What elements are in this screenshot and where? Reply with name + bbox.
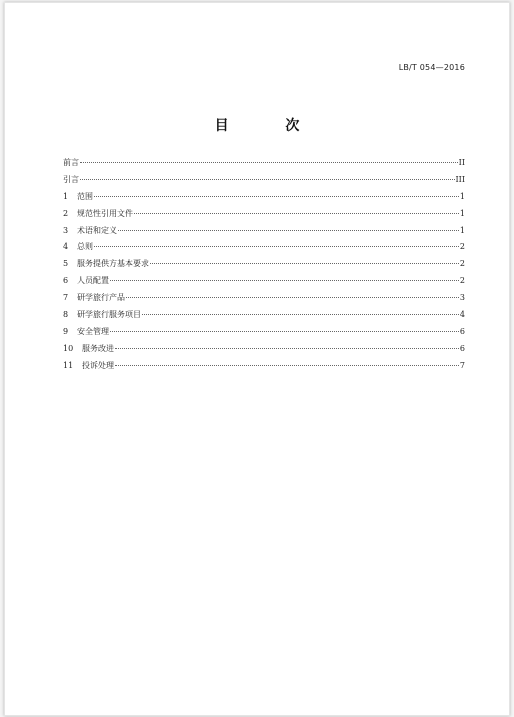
toc-entry-label: 投诉处理: [82, 360, 114, 370]
toc-leader-dots: [115, 365, 459, 366]
toc-leader-dots: [150, 263, 459, 264]
toc-entry-page-number: 6: [459, 326, 465, 336]
toc-entry-page-number: 2: [459, 242, 465, 252]
toc-entry-number: 11: [63, 360, 74, 370]
toc-entry-number: 5: [63, 259, 69, 269]
toc-entry-page-number: 6: [459, 343, 465, 353]
toc-leader-dots: [94, 246, 459, 247]
toc-entry[interactable]: [63, 225, 465, 242]
toc-entry-label: 研学旅行产品: [77, 293, 125, 303]
toc-entry[interactable]: [63, 174, 465, 191]
toc-entry-page-number: 3: [459, 293, 465, 303]
toc-entry-page-number: 1: [459, 225, 465, 235]
toc-entry-number: 1: [63, 191, 69, 201]
toc-entry-label: 总则: [77, 242, 93, 252]
toc-leader-dots: [80, 179, 455, 180]
toc-entry[interactable]: [63, 157, 465, 174]
toc-entry-number: 7: [63, 293, 69, 303]
toc-entry-label: 引言: [63, 174, 79, 184]
toc-entry-page-number: 7: [459, 360, 465, 370]
toc-leader-dots: [94, 196, 459, 197]
toc-entry-page-number: 1: [459, 191, 465, 201]
toc-entry-label: 前言: [63, 158, 79, 167]
toc-entry-label: 规范性引用文件: [77, 208, 133, 218]
toc-entry-label: 范围: [77, 191, 93, 201]
toc-leader-dots: [110, 331, 459, 332]
toc-leader-dots: [142, 314, 459, 315]
document-code: LB/T 054—2016: [398, 63, 465, 72]
toc-entry-number: 8: [63, 310, 69, 320]
toc-entry-number: 6: [63, 276, 69, 286]
toc-entry-label: 安全管理: [77, 326, 109, 336]
toc-leader-dots: [110, 280, 459, 281]
toc-entry[interactable]: [63, 292, 465, 309]
toc-entry[interactable]: [63, 360, 465, 377]
toc-entry[interactable]: [63, 275, 465, 292]
table-of-contents: [63, 157, 465, 377]
toc-entry[interactable]: [63, 191, 465, 208]
toc-entry[interactable]: [63, 326, 465, 343]
toc-leader-dots: [80, 162, 458, 163]
toc-entry-number: 10: [63, 343, 74, 353]
toc-entry[interactable]: [63, 258, 465, 275]
toc-entry-label: 研学旅行服务项目: [77, 310, 141, 320]
toc-entry-page-number: II: [458, 158, 465, 167]
toc-title: 目 次: [214, 118, 326, 134]
toc-entry-page-number: 2: [459, 259, 465, 269]
toc-leader-dots: [134, 213, 459, 214]
toc-entry-number: 3: [63, 225, 69, 235]
toc-entry-label: 服务改进: [82, 343, 114, 353]
toc-entry-label: 术语和定义: [77, 225, 117, 235]
toc-entry[interactable]: [63, 241, 465, 258]
toc-leader-dots: [118, 230, 459, 231]
toc-entry-page-number: 4: [459, 310, 465, 320]
document-page: [4, 2, 510, 716]
toc-entry-page-number: 1: [459, 208, 465, 218]
toc-entry-number: 9: [63, 326, 69, 336]
toc-entry-page-number: III: [455, 174, 465, 184]
toc-entry-label: 服务提供方基本要求: [77, 259, 149, 269]
toc-entry-label: 人员配置: [77, 276, 109, 286]
toc-entry-number: 2: [63, 208, 69, 218]
toc-leader-dots: [115, 348, 459, 349]
toc-entry[interactable]: [63, 208, 465, 225]
toc-leader-dots: [126, 297, 459, 298]
toc-entry-number: 4: [63, 242, 69, 252]
toc-entry[interactable]: [63, 343, 465, 360]
toc-entry[interactable]: [63, 309, 465, 326]
toc-entry-page-number: 2: [459, 276, 465, 286]
